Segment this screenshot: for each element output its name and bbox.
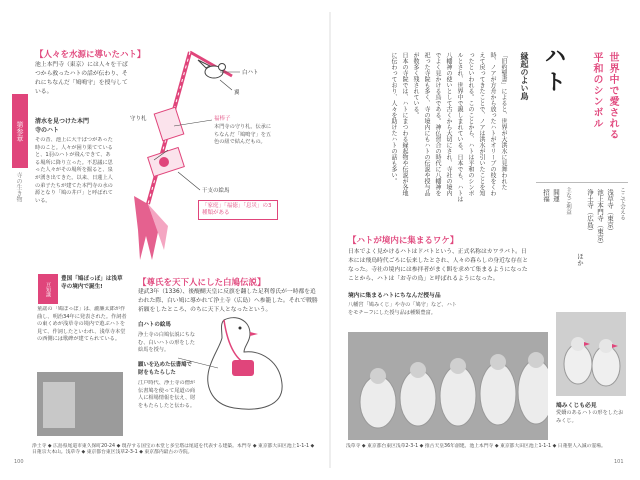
- dove-ema-illustration: [138, 308, 290, 416]
- label-fukusha: 福棒子: [214, 116, 231, 122]
- label-dove: 白ハト: [242, 70, 259, 76]
- body-col: 「旧約聖書」によると、世界が大洪水に見舞われた: [500, 52, 507, 190]
- title-line-2: 平和のシンボル: [591, 52, 602, 129]
- temple-head: ここで会える: [619, 187, 625, 220]
- vertical-body: [348, 52, 508, 227]
- body-col: に伝わっており、人々を助けたハトの話も多い。: [390, 52, 397, 184]
- section-body-water: 池上本門寺（東京）には人々を干ばつから救ったハトの話が伝わり、それにちなんだ「鳩鳴守」を授与している。: [35, 62, 128, 95]
- omikuji-drawing: [556, 312, 626, 396]
- tidbit-title: 豊国「鳩ぽっぽ」は浅草寺の境内で誕生!: [61, 276, 123, 290]
- omamori-drawing: [128, 50, 278, 268]
- temple-item: 浄土寺（広島）: [586, 189, 594, 235]
- omikuji-caption: 鳩みくじも必見: [556, 403, 597, 409]
- goriyaku-head: 主なご利益: [565, 187, 571, 215]
- page-number-right: 101: [614, 459, 624, 465]
- body-col: ルとされ、世界中で親しまれている。日本でも、ハトは: [456, 52, 463, 202]
- dove-note1: 浄土寺の白鳩伝説にちなむ、白いハトの形をした絵馬を授与。: [138, 332, 196, 354]
- chapter-sub: 寺の生き物: [15, 172, 22, 202]
- footer-left: 浄土寺 ◆ 広島県尾道市東久保町20-24 ◆ 現存する国宝の本堂と多宝塔は尾道を代表する建築。本門寺 ◆ 東京都大田区池上1-1-1 ◆ 日蓮宗大本山。浅草寺 ◆ 東京都台東区浅草2-3-1 ◆ 東京都内最古の寺院。: [32, 444, 315, 455]
- photo-note: 八幡宮「鳩みくじ」や寺の「鳩守」など、ハトをモチーフにした授与品は種類豊富。: [348, 302, 457, 316]
- body-col: 日本の寺院では、ハトにまつわる縁起物や伝説が各地: [401, 52, 408, 196]
- body-col: 時、ノアが方舟から放ったハトがオリーブの枝をくわ: [489, 52, 496, 196]
- dove-note3: 江戸時代、浄土寺の僧が伝書鳩を使って尾道の商人に相場情報を伝え、財をもたらしたと伝わる。: [138, 380, 196, 409]
- section-title-water: 【人々を水源に導いたハト】: [35, 50, 146, 60]
- body-col: 八幡神の使いとして古くから大切にされ、寺社の境内: [445, 52, 452, 196]
- dove-charms-photo: [348, 332, 548, 440]
- main-heading: ハト: [541, 44, 566, 96]
- section-body-takauji: 建武3年（1336）、後醍醐天皇に反旗を翻した足利尊氏が一時都を追われた際、白い鳩に導かれて浄土寺（広島）へ参籠した。それで戦勝祈願をしたところ、のちに天下人となったという。: [138, 289, 318, 313]
- tidbit-box: [35, 274, 133, 442]
- dove-note2: 願いを込めた伝書鳩で財をもたらした: [138, 362, 192, 376]
- label-mamori: 守り札: [130, 116, 147, 122]
- temple-info: [536, 182, 628, 275]
- label-eto: 干支の絵馬: [202, 188, 230, 194]
- well-body: その昔、池上に大干ばつがあった時のこと。人々が困り果てていると、1羽のハトが飛んできて、ある場所に降り立った。不思議に思った人々がその場所を掘ると、泉が湧き出てきた。以来、日蓮上人の弟子たちが建てた本門寺の水の源となり「鳩の井戸」と呼ばれている。: [35, 137, 113, 204]
- dove-charms-drawing: [348, 332, 548, 440]
- goriyaku-item: 招福: [542, 189, 550, 202]
- title-block: [565, 52, 623, 172]
- chapter-tab: 第参章: [12, 94, 28, 168]
- tidbit-badge: 豆知識: [38, 274, 58, 304]
- temple-item: 池上本門寺（東京）: [596, 189, 604, 248]
- footer-right: 浅草寺 ◆ 東京都台東区浅草2-3-1 ◆ 推古天皇36年創建。池上本門寺 ◆ 東京都大田区池上1-1-1 ◆ 日蓮聖人入滅の霊場。: [346, 444, 606, 449]
- body-col: でよく見かける鳥である。神仏習合の時代に八幡神を: [434, 52, 441, 196]
- tidbit-body: 童謡の「鳩ぽっぽ」は、瀧廉太郎が作曲し、明治34年に発表された。作詞者の東くめが浅草寺の境内で遊ぶハトを見て、作詞したといわれ、浅草寺本堂の西側には歌碑が建てられている。: [37, 306, 127, 343]
- body-col: が数多く残されている。: [412, 52, 419, 118]
- photo-caption: 境内に集まるハトにちなんだ授与品: [348, 293, 441, 299]
- section-title-takauji: 【尊氏を天下人にした白鳩伝説】: [138, 278, 266, 288]
- body-col: えて戻ってきたことで、ノアは洪水が引いたことを知: [478, 52, 485, 196]
- callout-kinds: 「家庭」「福徳」「息災」の3種類がある: [198, 200, 278, 220]
- body-col: ったといわれる。このことから、ハトは平和のシンボ: [467, 52, 474, 196]
- omikuji-note: 愛嬌のあるハトの形をしたおみくじ。: [556, 410, 624, 424]
- temple-sub: ほか: [576, 253, 584, 266]
- goriyaku-item: 開運: [552, 189, 560, 202]
- omamori-illustration: [128, 50, 278, 268]
- well-title: 清水を見つけた本門寺のハト: [35, 118, 90, 134]
- section-title-gather: 【ハトが境内に集まるワケ】: [348, 236, 459, 246]
- gutter: [329, 12, 331, 468]
- title-line-1: 世界中で愛される: [607, 52, 618, 140]
- book-spread: [10, 12, 630, 468]
- subheading: 縁起のよい鳥: [520, 52, 529, 100]
- label-wing: 翼: [234, 90, 240, 96]
- page-number-left: 100: [14, 459, 24, 465]
- dove-figure: [198, 60, 226, 78]
- fukusha-desc: 本門寺の守り札。伝承にちなんだ「鳩鳴守」を五色の紐で結んだもの。: [214, 124, 272, 146]
- section-body-gather: 日本でよく見かけるハトはドバトという、正式名称はカワラバト。日本には飛鳥時代ごろに伝来したとされ、人々の暮らしの身近な存在となった。寺社の境内には参拝者がまく餌を求めて集まるようになったことから、ハトは「お寺の鳥」と呼ばれるようになった。: [348, 249, 529, 282]
- temple-item: 浅草寺（東京）: [606, 189, 614, 235]
- body-col: 祀った寺院も多く、寺の境内にもハトの伝説や授与品: [423, 52, 430, 196]
- monument-photo: [37, 372, 123, 436]
- omikuji-photo: [556, 312, 626, 396]
- dove-ema-caption: 白ハトの絵馬: [138, 322, 171, 328]
